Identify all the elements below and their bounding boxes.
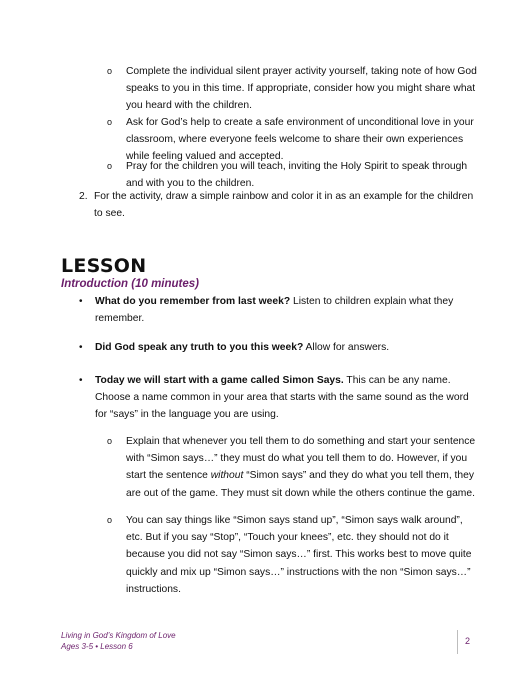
sub-item-text-before: You can say things like “Simon says stand up”, “Simon says walk around”, etc. But if you say “Stop”, “Touch your knees”, etc. they should not do it because you did not say “Simon says…” first. This works best to move quite quickly and mix up “Simon says…” instructions with the non “Simon says…” instructions. bbox=[126, 515, 472, 595]
footer-divider bbox=[457, 630, 458, 654]
bullet-rest-text: Listen to children explain what they remember. bbox=[95, 296, 454, 325]
lesson-bullet bbox=[79, 293, 481, 327]
circle-bullet-icon: o bbox=[107, 117, 113, 127]
prep-sub-item-text: Ask for God’s help to create a safe environment of unconditional love in your classroom, where everyone feels welcome to share their own experiences while feeling valued and accepted. bbox=[126, 117, 474, 163]
bullet-bold-text: Today we will start with a game called Simon Says. bbox=[95, 375, 344, 386]
sub-item-text-italic: without bbox=[210, 470, 244, 482]
bullet-bold-text: What do you remember from last week? bbox=[95, 296, 291, 307]
introduction-subheading: Introduction (10 minutes) bbox=[61, 278, 199, 290]
lesson-bullet bbox=[79, 372, 481, 424]
bullet-rest-text: This can be any name. Choose a name common in your area that starts with the same sound as the word for “says” in the language you are using. bbox=[95, 375, 469, 421]
bullet-bold-text: Did God speak any truth to you this week? bbox=[95, 342, 304, 353]
page-number: 2 bbox=[465, 636, 471, 646]
lesson-bullet bbox=[79, 339, 481, 356]
prep-numbered-text: For the activity, draw a simple rainbow and color it in as an example for the children to see. bbox=[94, 191, 474, 220]
circle-bullet-icon: o bbox=[107, 436, 113, 446]
lesson-bullet-text bbox=[79, 372, 481, 424]
prep-sub-item-text: Pray for the children you will teach, inviting the Holy Spirit to speak through and with you to the children. bbox=[126, 161, 468, 190]
bullet-icon: • bbox=[79, 296, 83, 307]
lesson-heading: LESSON bbox=[61, 255, 147, 277]
bullet-icon: • bbox=[79, 342, 83, 353]
footer-subtitle: Ages 3-5 • Lesson 6 bbox=[61, 642, 133, 651]
footer-title: Living in God’s Kingdom of Love bbox=[61, 631, 176, 640]
lesson-sub-item-text bbox=[107, 512, 479, 598]
lesson-bullet-text bbox=[79, 339, 481, 356]
lesson-sub-item-text bbox=[107, 433, 479, 502]
bullet-rest-text: Allow for answers. bbox=[303, 342, 390, 353]
circle-bullet-icon: o bbox=[107, 66, 113, 76]
item-number: 2. bbox=[79, 191, 88, 202]
lesson-sub-item bbox=[107, 512, 479, 598]
sub-item-text-after: “Simon says” and they do what you tell them, they are out of the game. They must sit down while the others continue the game. bbox=[126, 470, 475, 499]
lesson-bullet-text bbox=[79, 293, 481, 327]
page-footer bbox=[61, 630, 176, 652]
circle-bullet-icon: o bbox=[107, 161, 113, 171]
circle-bullet-icon: o bbox=[107, 515, 113, 525]
sub-item-text-before: Explain that whenever you tell them to do something and start your sentence with “Simon says…” they must do what you tell them to do. However, if you start the sentence bbox=[126, 436, 476, 482]
prep-numbered-item bbox=[79, 188, 479, 222]
lesson-sub-item bbox=[107, 433, 479, 502]
bullet-icon: • bbox=[79, 375, 83, 386]
prep-sub-item bbox=[107, 63, 479, 115]
prep-sub-item-text: Complete the individual silent prayer activity yourself, taking note of how God speaks to you in this time. If appropriate, consider how you might share what you heard with the children. bbox=[126, 66, 477, 112]
